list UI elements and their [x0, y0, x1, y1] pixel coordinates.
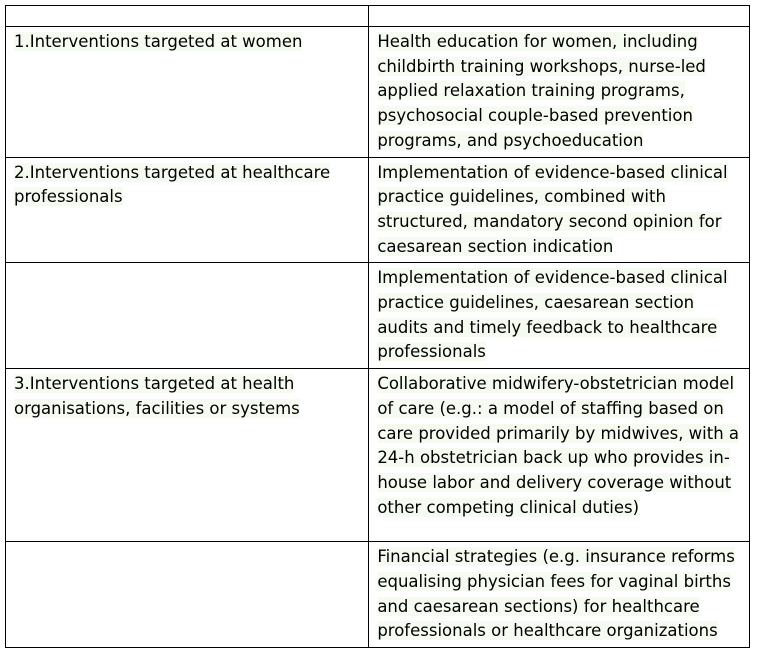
intervention-cell	[369, 369, 750, 542]
category-cell	[6, 263, 369, 369]
intervention-text: Implementation of evidence-based clinical practice guidelines, combined with structured, mandatory second opinion for caesarean section indication	[377, 162, 728, 256]
table-row	[6, 27, 750, 158]
category-cell	[6, 542, 369, 648]
intervention-cell	[369, 27, 750, 158]
category-cell	[6, 369, 369, 542]
intervention-cell	[369, 542, 750, 648]
category-text: 2.Interventions targeted at healthcare professionals	[14, 162, 331, 207]
intervention-cell	[369, 263, 750, 369]
table-row	[6, 157, 750, 263]
category-text: 3.Interventions targeted at health organisations, facilities or systems	[14, 374, 300, 418]
intervention-text: Health education for women, including childbirth training workshops, nurse-led applied relaxation training programs, psychosocial couple-based prevention programs, and psychoeducation	[377, 32, 706, 150]
intervention-text: Financial strategies (e.g. insurance reforms equalising physician fees for vaginal births and caesarean sections) for healthcare professionals or healthcare organizations	[377, 547, 735, 641]
category-cell	[6, 157, 369, 263]
intervention-text: Implementation of evidence-based clinical practice guidelines, caesarean section audits and timely feedback to healthcare professionals	[377, 268, 728, 362]
table-row	[6, 542, 750, 648]
category-cell	[6, 27, 369, 158]
interventions-table	[5, 5, 750, 648]
category-text: 1.Interventions targeted at women	[14, 32, 303, 51]
header-cell-intervention	[369, 6, 750, 27]
header-row	[6, 6, 750, 27]
table-row	[6, 263, 750, 369]
intervention-cell	[369, 157, 750, 263]
table-row	[6, 369, 750, 542]
intervention-text: Collaborative midwifery-obstetrician model of care (e.g.: a model of staffing based on care provided primarily by midwives, with a 24-h obstetrician back up who provides in-house labor and delivery coverage without other competing clinical duties)	[377, 374, 740, 517]
header-cell-category	[6, 6, 369, 27]
